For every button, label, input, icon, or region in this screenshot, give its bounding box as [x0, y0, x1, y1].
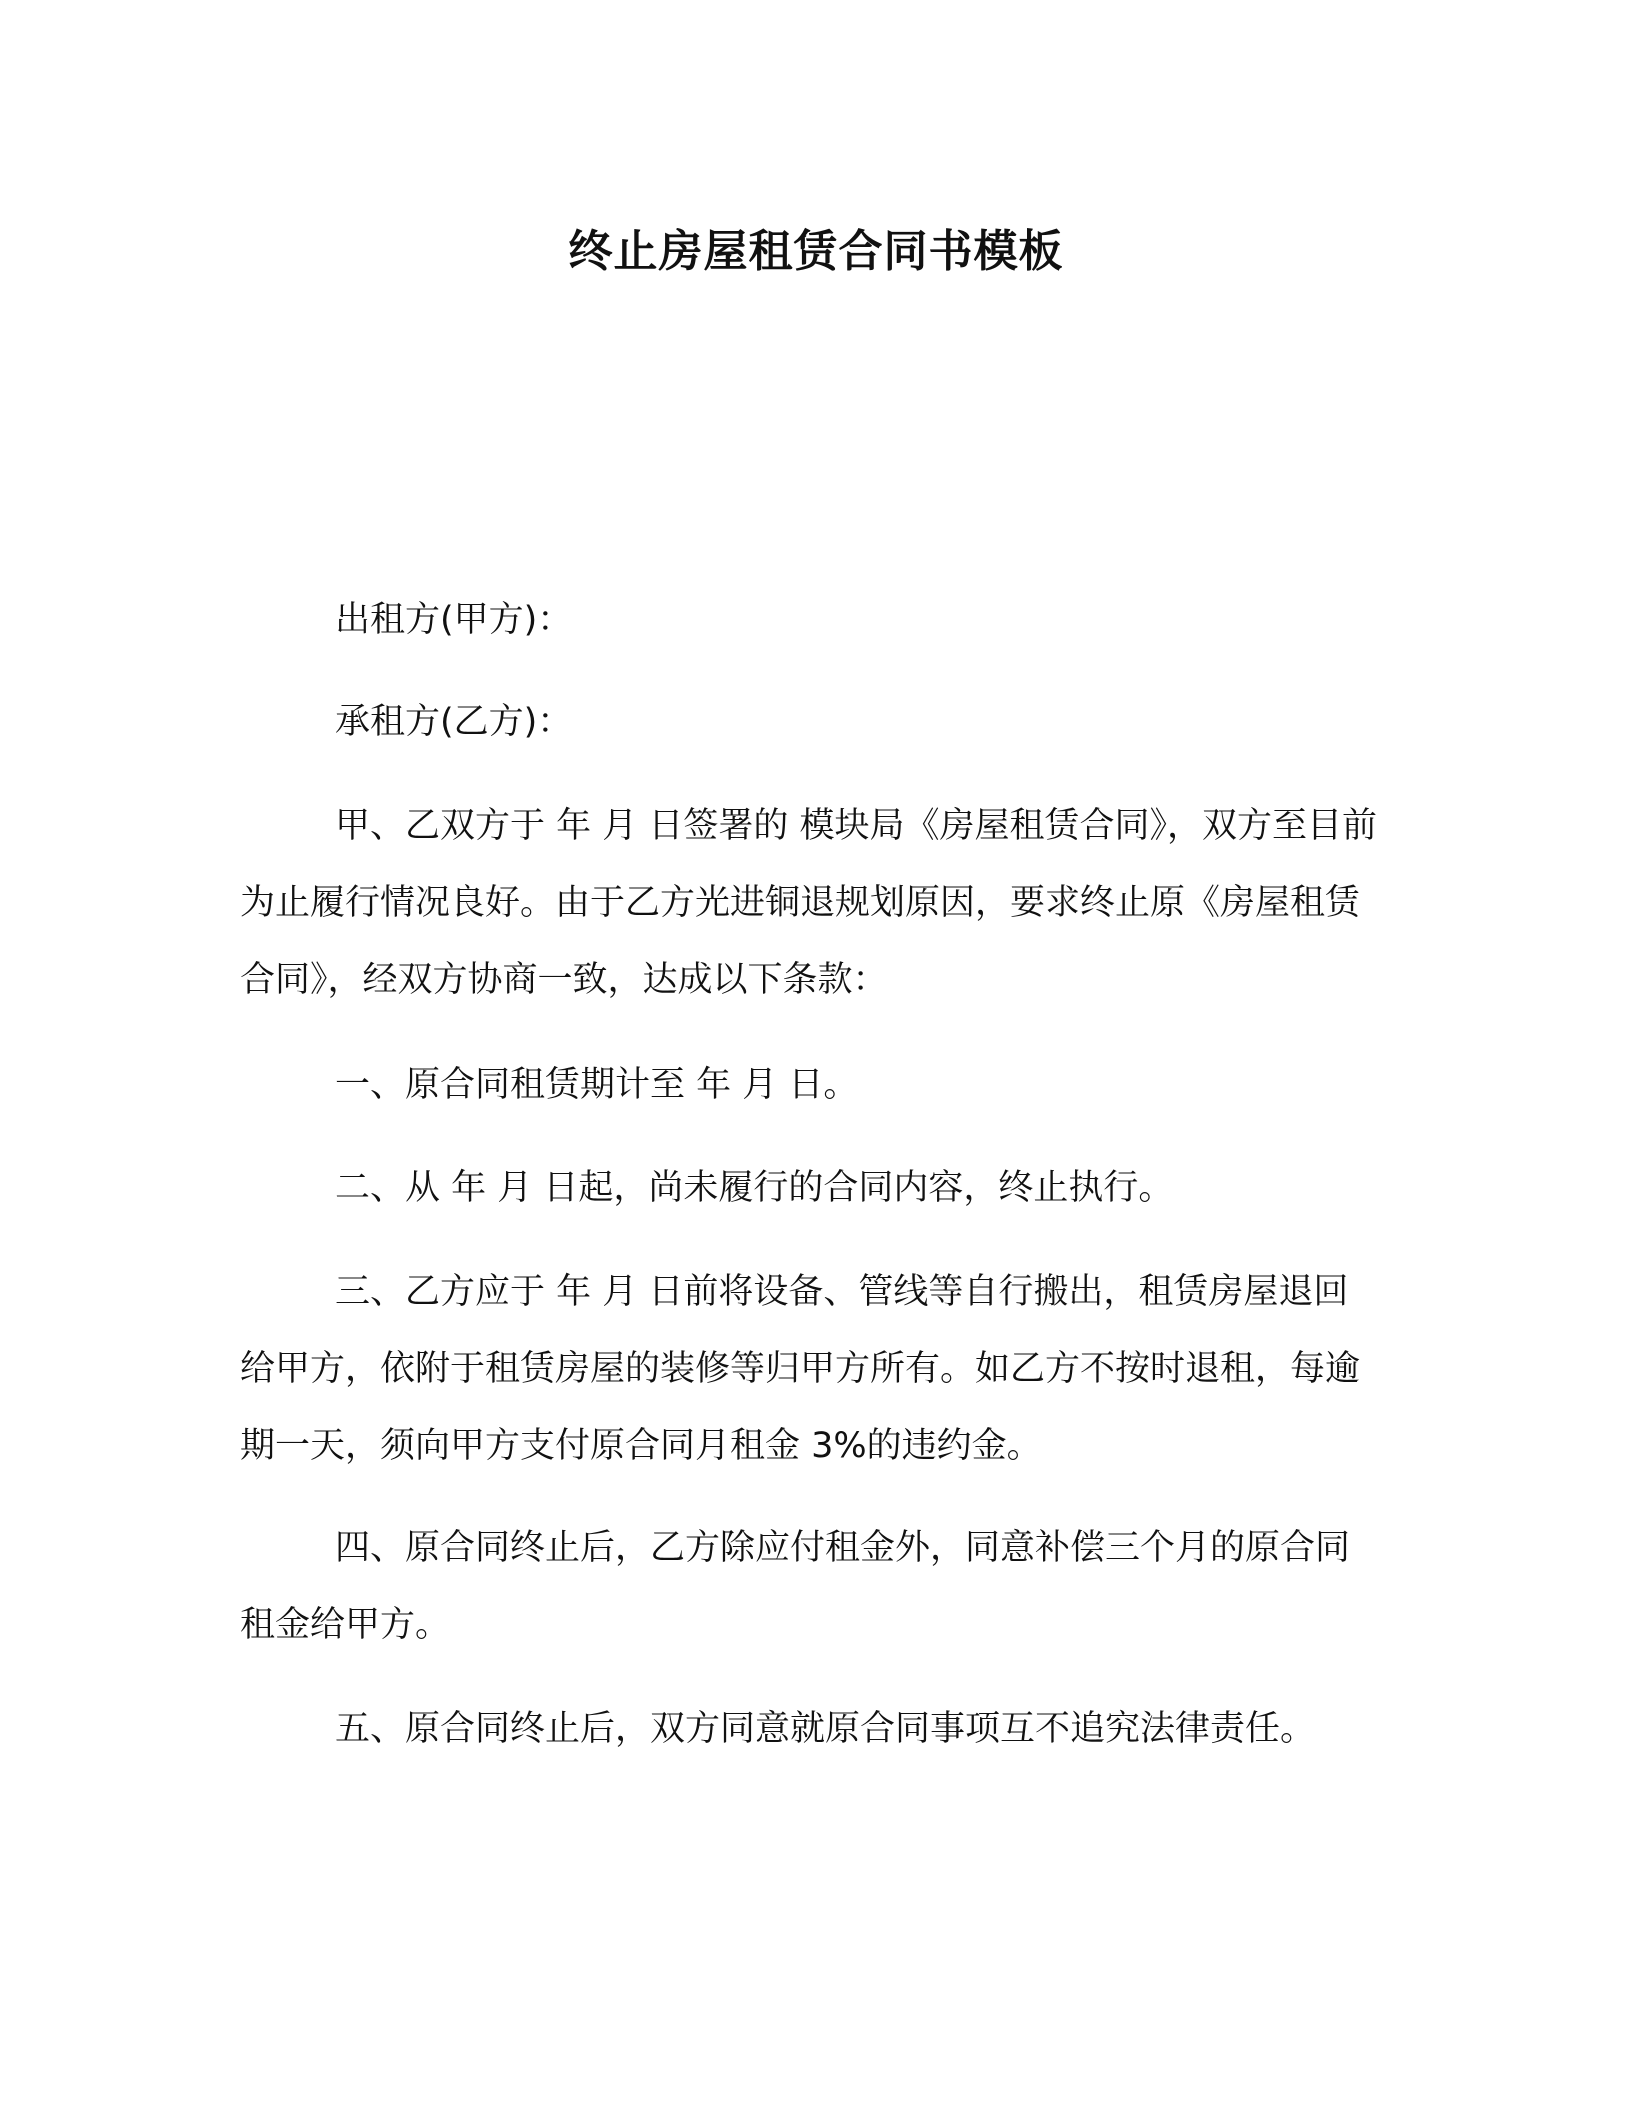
clause-4: 四、原合同终止后，乙方除应付租金外，同意补偿三个月的原合同租金给甲方。 [240, 1528, 1351, 1645]
intro-paragraph: 甲、乙双方于 年 月 日签署的 模块局《房屋租赁合同》，双方至目前为止履行情况良好。由于乙方光进铜退规划原因，要求终止原《房屋租赁合同》，经双方协商一致，达成以下条款： [240, 806, 1378, 1000]
lessor-label: 出租方(甲方)： [335, 600, 573, 640]
document-title: 终止房屋租赁合同书模板 [568, 226, 1064, 277]
clause-1: 一、原合同租赁期计至 年 月 日。 [335, 1065, 859, 1105]
clause-5: 五、原合同终止后，双方同意就原合同事项互不追究法律责任。 [335, 1709, 1316, 1749]
clause-3: 三、乙方应于 年 月 日前将设备、管线等自行搬出，租赁房屋退回给甲方，依附于租赁房屋的装修等归甲方所有。如乙方不按时退租，每逾期一天，须向甲方支付原合同月租金 3%的违约金。 [240, 1272, 1361, 1466]
clause-2: 二、从 年 月 日起，尚未履行的合同内容，终止执行。 [335, 1168, 1174, 1208]
lessee-label: 承租方(乙方)： [335, 702, 573, 742]
